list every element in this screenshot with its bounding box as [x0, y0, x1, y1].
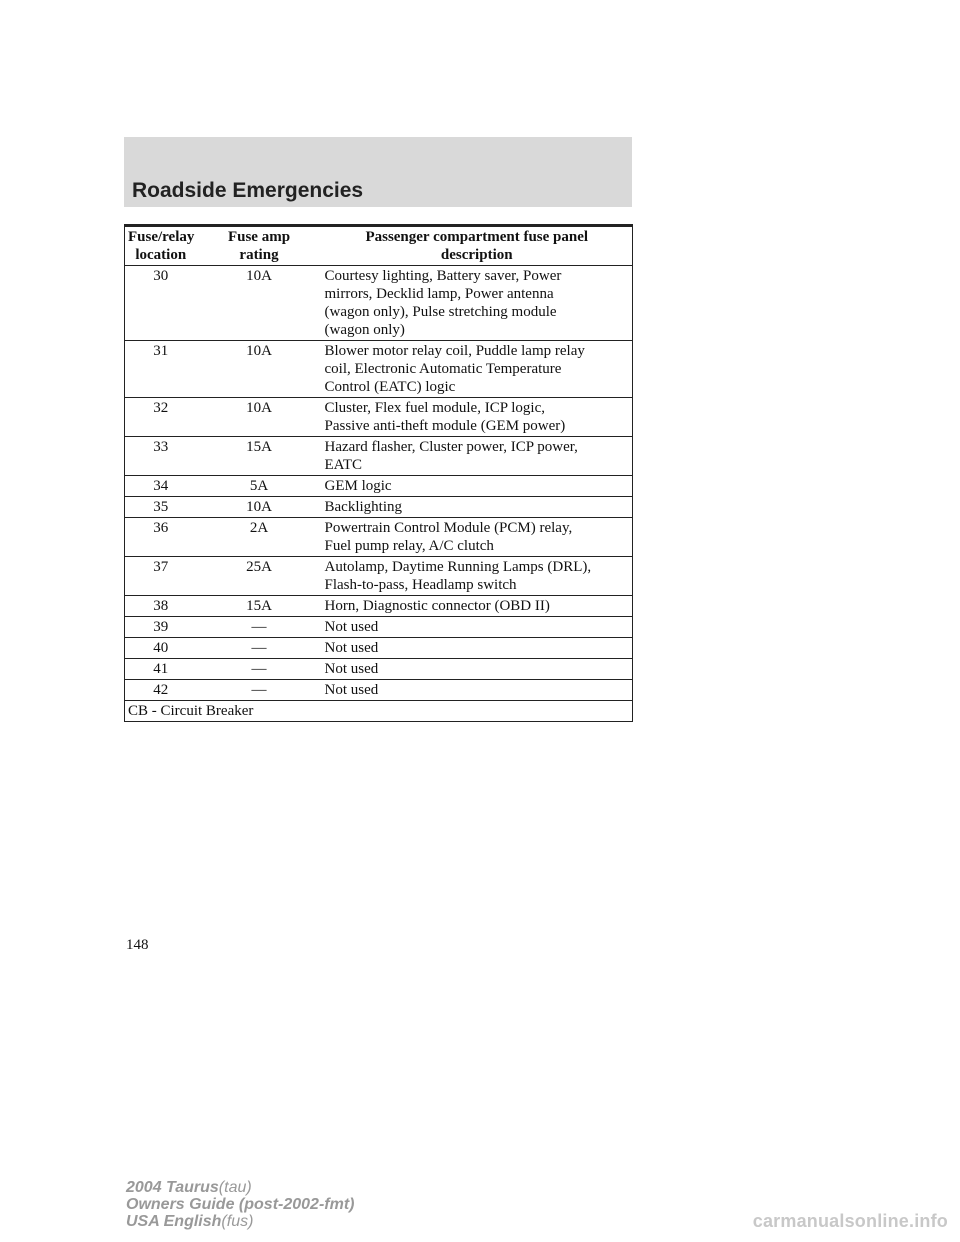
fuse-rating: 10A [197, 398, 322, 437]
table-footnote: CB - Circuit Breaker [125, 701, 633, 722]
description-line: (wagon only) [324, 322, 405, 338]
fuse-location: 33 [125, 437, 197, 476]
description-line: Cluster, Flex fuel module, ICP logic, [324, 400, 545, 416]
fuse-location: 30 [125, 266, 197, 341]
fuse-description [322, 266, 633, 341]
fuse-location: 39 [125, 617, 197, 638]
fuse-description [322, 596, 633, 617]
fuse-description [322, 398, 633, 437]
fuse-rating: — [197, 659, 322, 680]
table-row [125, 617, 633, 638]
table-footnote-row [125, 701, 633, 722]
fuse-location: 41 [125, 659, 197, 680]
table-row [125, 341, 633, 398]
fuse-description [322, 476, 633, 497]
description-line: Not used [324, 661, 379, 677]
fuse-description [322, 617, 633, 638]
table-row [125, 638, 633, 659]
table-row [125, 518, 633, 557]
header-description: Passenger compartment fuse panel description [322, 226, 633, 266]
fuse-location: 36 [125, 518, 197, 557]
table-row [125, 398, 633, 437]
description-line: Fuel pump relay, A/C clutch [324, 538, 494, 554]
fuse-rating: 10A [197, 266, 322, 341]
fuse-location: 37 [125, 557, 197, 596]
fuse-location: 38 [125, 596, 197, 617]
description-line: Courtesy lighting, Battery saver, Power [324, 268, 562, 284]
fuse-description [322, 638, 633, 659]
fuse-rating: 10A [197, 341, 322, 398]
fuse-location: 34 [125, 476, 197, 497]
fuse-rating: — [197, 617, 322, 638]
fuse-description [322, 659, 633, 680]
fuse-rating: 15A [197, 596, 322, 617]
footer-line-2: Owners Guide (post-2002-fmt) [126, 1196, 355, 1213]
header-rating: Fuse amp rating [197, 226, 322, 266]
description-line: coil, Electronic Automatic Temperature [324, 361, 562, 377]
table-row [125, 596, 633, 617]
fuse-rating: 2A [197, 518, 322, 557]
table-row [125, 476, 633, 497]
header-location: Fuse/relay location [125, 226, 197, 266]
table-row [125, 680, 633, 701]
fuse-description [322, 437, 633, 476]
fuse-description [322, 518, 633, 557]
fuse-location: 42 [125, 680, 197, 701]
table-row [125, 497, 633, 518]
description-line: Not used [324, 640, 379, 656]
description-line: Flash-to-pass, Headlamp switch [324, 577, 517, 593]
fuse-rating: 5A [197, 476, 322, 497]
table-row [125, 659, 633, 680]
fuse-description [322, 341, 633, 398]
description-line: Control (EATC) logic [324, 379, 456, 395]
fuse-rating: — [197, 638, 322, 659]
watermark: carmanualsonline.info [752, 1211, 948, 1231]
description-line: EATC [324, 457, 362, 473]
section-banner [124, 137, 632, 207]
description-line: mirrors, Decklid lamp, Power antenna [324, 286, 554, 302]
fuse-rating: 25A [197, 557, 322, 596]
fuse-rating: 10A [197, 497, 322, 518]
page-number: 148 [126, 937, 149, 953]
fuse-rating: 15A [197, 437, 322, 476]
table-header-row [125, 226, 633, 266]
document-footer [126, 1179, 354, 1230]
description-line: Hazard flasher, Cluster power, ICP power, [324, 439, 578, 455]
description-line: (wagon only), Pulse stretching module [324, 304, 557, 320]
description-line: Horn, Diagnostic connector (OBD II) [324, 598, 550, 614]
description-line: Not used [324, 682, 379, 698]
description-line: Not used [324, 619, 379, 635]
table-row [125, 557, 633, 596]
description-line: Blower motor relay coil, Puddle lamp relay [324, 343, 585, 359]
fuse-location: 35 [125, 497, 197, 518]
fuse-location: 31 [125, 341, 197, 398]
table-row [125, 437, 633, 476]
section-title: Roadside Emergencies [132, 179, 364, 202]
fuse-rating: — [197, 680, 322, 701]
fuse-description [322, 557, 633, 596]
footer-line-3: USA English(fus) [126, 1213, 254, 1230]
fuse-description [322, 680, 633, 701]
fuse-location: 40 [125, 638, 197, 659]
description-line: Autolamp, Daytime Running Lamps (DRL), [324, 559, 592, 575]
table-row [125, 266, 633, 341]
description-line: Powertrain Control Module (PCM) relay, [324, 520, 573, 536]
description-line: Passive anti-theft module (GEM power) [324, 418, 566, 434]
table-body [125, 266, 633, 701]
fuse-location: 32 [125, 398, 197, 437]
footer-line-1: 2004 Taurus(tau) [126, 1179, 252, 1196]
description-line: Backlighting [324, 499, 402, 515]
fuse-description [322, 497, 633, 518]
fuse-table [124, 224, 633, 722]
description-line: GEM logic [324, 478, 392, 494]
